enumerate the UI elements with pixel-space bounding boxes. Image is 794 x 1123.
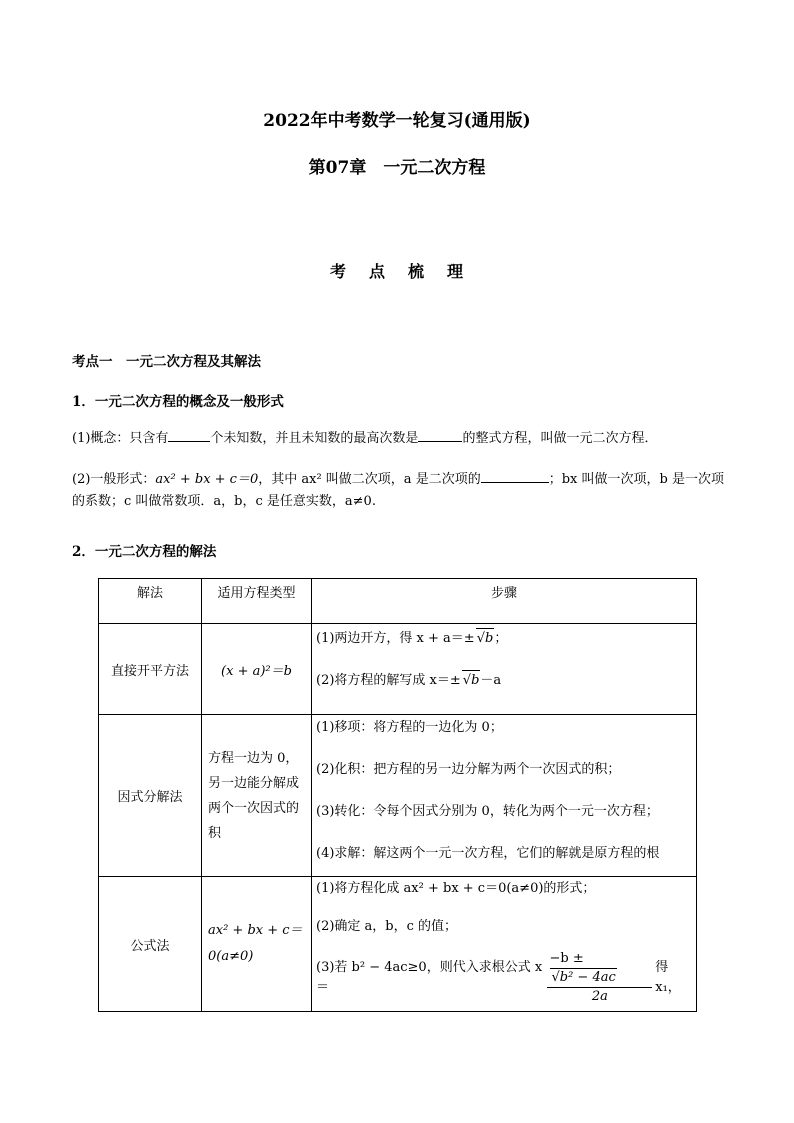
answer-blank (481, 468, 549, 483)
general-text: ；bx 叫做一次项，b 是一次项 (548, 472, 724, 487)
general-text: 的系数；c 叫做常数项．a，b，c 是任意实数，a≠0. (72, 494, 376, 509)
step-line (316, 951, 696, 1004)
step-text: 得 x₁， (655, 960, 681, 995)
table-row (99, 715, 697, 877)
step-text: (1)两边开方，得 x + a＝± (316, 631, 475, 646)
header-method: 解法 (99, 579, 202, 624)
chapter-title: 第07章 一元二次方程 (308, 158, 486, 178)
method-cell: 公式法 (99, 877, 202, 1012)
method-cell: 直接开平方法 (99, 624, 202, 715)
subsection-heading: 2．一元二次方程的解法 (72, 544, 217, 560)
step-line: (4)求解：解这两个一元一次方程，它们的解就是原方程的根 (316, 846, 660, 861)
header-steps: 步骤 (312, 579, 697, 624)
table-row (99, 624, 697, 715)
general-text: ，其中 ax² 叫做二次项，a 是二次项的 (258, 472, 481, 487)
document-title: 2022年中考数学一轮复习(通用版) (263, 111, 531, 131)
steps-cell (312, 877, 697, 1012)
review-heading (0, 259, 794, 282)
step-line (316, 670, 696, 712)
review-char: 点 (368, 262, 386, 281)
sqrt-symbol: √b (462, 670, 481, 691)
answer-blank (168, 427, 210, 442)
type-equation: ax² + bx + c＝0(a≠0) (208, 923, 303, 964)
step-line (316, 624, 696, 670)
general-form-paragraph (72, 468, 727, 513)
step-line: (2)化积：把方程的另一边分解为两个一次因式的积； (316, 762, 621, 777)
formula-numerator (547, 950, 652, 988)
step-text: (3)若 b² − 4ac≥0，则代入求根公式 x＝ (316, 960, 543, 995)
concept-paragraph (72, 427, 727, 450)
review-char: 理 (447, 262, 465, 281)
step-text: (2)将方程的解写成 x＝± (316, 673, 461, 688)
radicand: b (484, 631, 494, 646)
formula-text: 2a (591, 989, 608, 1004)
formula-denominator (592, 988, 608, 1006)
steps-cell (312, 715, 697, 877)
type-cell: 方程一边为 0，另一边能分解成两个一次因式的积 (202, 715, 312, 877)
table-row (99, 877, 697, 1012)
step-text: ； (494, 631, 508, 646)
type-cell (202, 624, 312, 715)
solution-methods-table (98, 578, 697, 1012)
concept-text: 个未知数，并且未知数的最高次数是 (210, 431, 419, 446)
general-text: (2)一般形式： (72, 472, 156, 487)
step-text: －a (480, 673, 502, 688)
step-line: (1)将方程化成 ax² + bx + c＝0(a≠0)的形式； (316, 881, 596, 896)
section-heading: 考点一 一元二次方程及其解法 (72, 354, 261, 370)
concept-text: 的整式方程，叫做一元二次方程． (462, 431, 658, 446)
type-cell (202, 877, 312, 1012)
formula-text: −b ± (549, 951, 584, 966)
review-char: 梳 (408, 262, 426, 281)
subsection-heading: 1．一元二次方程的概念及一般形式 (72, 394, 284, 410)
method-cell: 因式分解法 (99, 715, 202, 877)
review-char: 考 (329, 262, 347, 281)
radicand: b (471, 673, 480, 688)
step-line: (3)转化：令每个因式分别为 0，转化为两个一元一次方程； (316, 804, 659, 819)
radicand: b² − 4ac (559, 970, 616, 985)
steps-cell (312, 624, 697, 715)
sqrt-symbol: √b² − 4ac (551, 970, 616, 985)
sqrt-symbol: √b (476, 628, 495, 649)
step-line: (2)确定 a，b，c 的值； (316, 919, 458, 934)
general-equation: ax² + bx + c＝0 (155, 472, 259, 487)
type-equation: (x + a)²＝b (221, 663, 292, 679)
quadratic-formula (547, 950, 652, 1006)
step-line: (1)移项：将方程的一边化为 0； (316, 720, 503, 735)
concept-text: (1)概念：只含有 (72, 431, 169, 446)
answer-blank (418, 427, 462, 442)
header-type: 适用方程类型 (202, 579, 312, 624)
table-header-row (99, 579, 697, 624)
